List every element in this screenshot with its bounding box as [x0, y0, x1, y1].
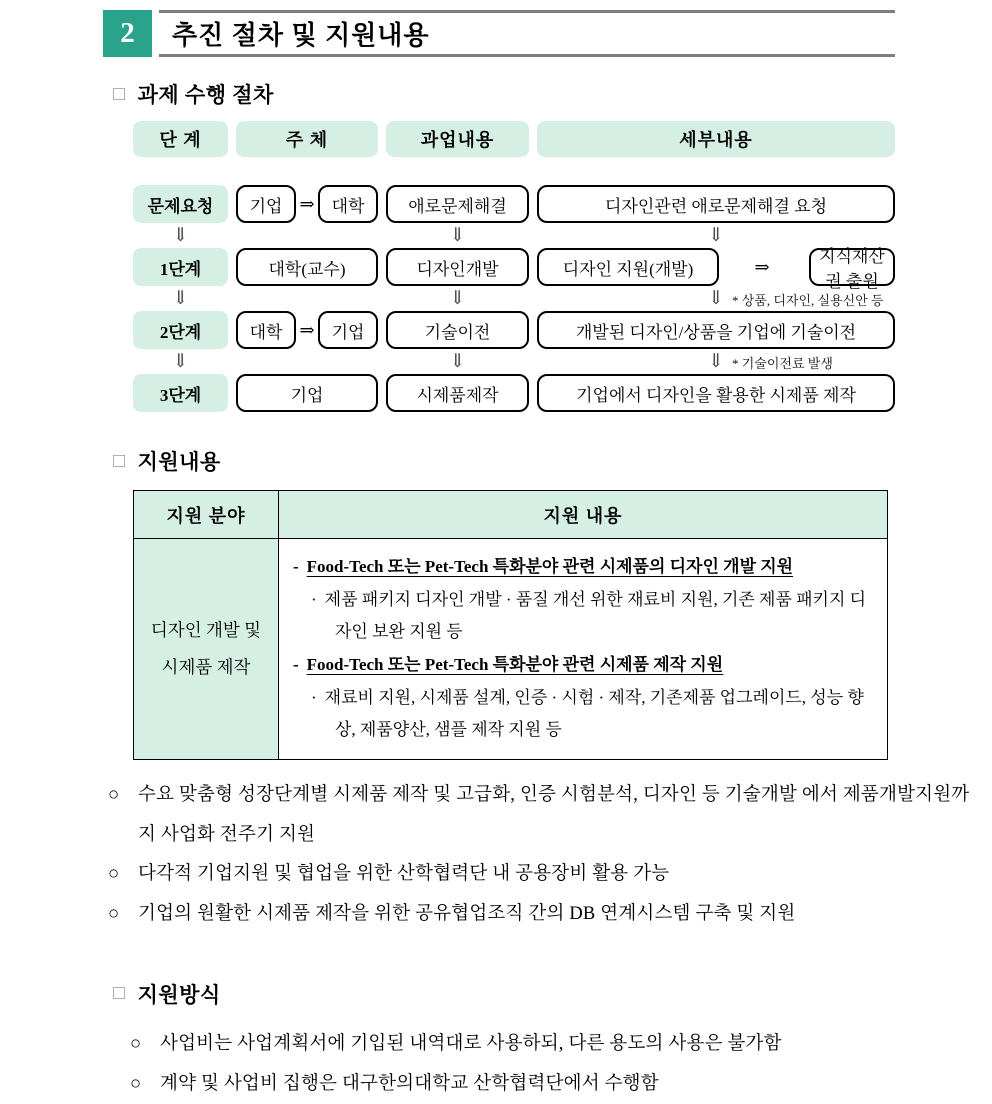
down-arrow-icon: ⇓	[708, 288, 724, 309]
field-header-cell: 지원 분야	[134, 491, 279, 539]
circle-marker-icon: ○	[108, 784, 120, 805]
down-arrow-icon: ⇓	[449, 351, 466, 372]
down-arrow-icon: ⇓	[172, 225, 189, 246]
flow-col-task: 과업내용	[386, 121, 529, 157]
subject-box: 대학	[318, 185, 378, 223]
support-table-body-row	[134, 539, 888, 760]
detail-box: 디자인 지원(개발)	[537, 248, 719, 286]
heading-support-label: 지원내용	[137, 450, 221, 474]
subject-box: 기업	[236, 185, 296, 223]
flow-header-row	[133, 121, 903, 157]
detail-box: 디자인관련 애로문제해결 요청	[537, 185, 895, 223]
field-cell	[134, 539, 279, 760]
list-item: ○ 기업의 원활한 시제품 제작을 위한 공유협업조직 간의 DB 연계시스템 구축 및 지원	[108, 895, 984, 935]
stage-box: 문제요청	[133, 185, 228, 223]
flow-col-stage: 단 계	[133, 121, 228, 157]
circle-marker-icon: ○	[130, 1033, 142, 1054]
circle-marker-icon: ○	[108, 904, 120, 925]
task-box: 디자인개발	[386, 248, 529, 286]
section-header	[103, 10, 895, 57]
flow-arrow-row	[133, 223, 903, 248]
subject-box: 기업	[318, 311, 378, 349]
task-box: 애로문제해결	[386, 185, 529, 223]
field-line: 디자인 개발 및	[150, 620, 262, 641]
detail-box: 기업에서 디자인을 활용한 시제품 제작	[537, 374, 895, 412]
procedure-flowchart	[133, 121, 903, 412]
heading-procedure	[113, 79, 992, 109]
support-item-detail: · 재료비 지원, 시제품 설계, 인증 · 시험 · 제작, 기존제품 업그레이드, 성능 향상, 제품양산, 샘플 제작 지원 등	[311, 687, 864, 740]
circle-marker-icon: ○	[130, 1073, 142, 1094]
circle-marker-icon: ○	[108, 864, 120, 885]
dot-marker: ·	[311, 589, 317, 609]
dash-marker: -	[293, 557, 299, 576]
flow-note-ipr: * 상품, 디자인, 실용신안 등	[732, 293, 884, 308]
support-bullet-list	[0, 776, 992, 935]
task-box: 시제품제작	[386, 374, 529, 412]
right-arrow-icon: ⇒	[299, 193, 315, 214]
flow-arrow-row	[133, 286, 903, 311]
flow-col-detail: 세부내용	[537, 121, 895, 157]
list-item: ○ 사업비는 사업계획서에 기입된 내역대로 사용하되, 다른 용도의 사용은 불가함	[130, 1025, 980, 1065]
flow-row-step1	[133, 247, 903, 291]
flow-row-request	[133, 185, 903, 223]
content-header-cell: 지원 내용	[279, 491, 888, 539]
support-item-title: - Food-Tech 또는 Pet-Tech 특화분야 관련 시제품 제작 지원	[293, 654, 724, 674]
square-marker-icon: □	[113, 82, 126, 105]
down-arrow-icon: ⇓	[449, 225, 466, 246]
right-arrow-icon: ⇒	[754, 256, 770, 277]
down-arrow-icon: ⇓	[708, 225, 724, 246]
down-arrow-icon: ⇓	[172, 351, 189, 372]
down-arrow-icon: ⇓	[449, 288, 466, 309]
dot-marker: ·	[311, 687, 317, 707]
flow-arrow-row	[133, 349, 903, 374]
heading-procedure-label: 과제 수행 절차	[137, 83, 274, 107]
right-arrow-icon: ⇒	[299, 319, 315, 340]
list-item: ○ 계약 및 사업비 집행은 대구한의대학교 산학협력단에서 수행함	[130, 1065, 980, 1104]
dash-marker: -	[293, 654, 299, 674]
field-line: 시제품 제작	[161, 656, 251, 677]
document-page	[0, 10, 992, 1094]
stage-box: 1단계	[133, 248, 228, 286]
detail-box: 개발된 디자인/상품을 기업에 기술이전	[537, 311, 895, 349]
support-table-header-row	[134, 491, 888, 539]
list-item: ○ 수요 맞춤형 성장단계별 시제품 제작 및 고급화, 인증 시험분석, 디자인 등 기술개발 에서 제품개발지원까지 사업화 전주기 지원	[108, 776, 984, 856]
stage-box: 3단계	[133, 374, 228, 412]
flow-col-subject: 주 체	[236, 121, 378, 157]
heading-support	[113, 446, 992, 476]
down-arrow-icon: ⇓	[708, 351, 724, 372]
flow-row-step2	[133, 311, 903, 349]
content-cell	[279, 539, 888, 760]
subject-box: 대학(교수)	[236, 248, 378, 286]
section-number-badge: 2	[103, 10, 152, 57]
task-box: 기술이전	[386, 311, 529, 349]
down-arrow-icon: ⇓	[172, 288, 189, 309]
flow-note-fee: * 기술이전료 발생	[732, 356, 833, 371]
page-title: 추진 절차 및 지원내용	[172, 21, 430, 50]
stage-box: 2단계	[133, 311, 228, 349]
method-bullet-list	[0, 1025, 992, 1104]
heading-method-label: 지원방식	[137, 982, 221, 1007]
title-rule-box	[159, 10, 895, 57]
detail-extra-box: 지식재산권 출원	[809, 248, 895, 286]
square-marker-icon: □	[113, 449, 126, 472]
square-marker-icon: □	[113, 982, 126, 1005]
heading-method	[113, 979, 992, 1009]
subject-box: 기업	[236, 374, 378, 412]
support-item-detail: · 제품 패키지 디자인 개발 · 품질 개선 위한 재료비 지원, 기존 제품 패키지 디자인 보완 지원 등	[311, 589, 867, 642]
subject-box: 대학	[236, 311, 296, 349]
flow-row-step3	[133, 374, 903, 412]
support-item-title: - Food-Tech 또는 Pet-Tech 특화분야 관련 시제품의 디자인 개발 지원	[293, 557, 794, 576]
list-item: ○ 다각적 기업지원 및 협업을 위한 산학협력단 내 공용장비 활용 가능	[108, 855, 984, 895]
support-table	[133, 490, 888, 760]
